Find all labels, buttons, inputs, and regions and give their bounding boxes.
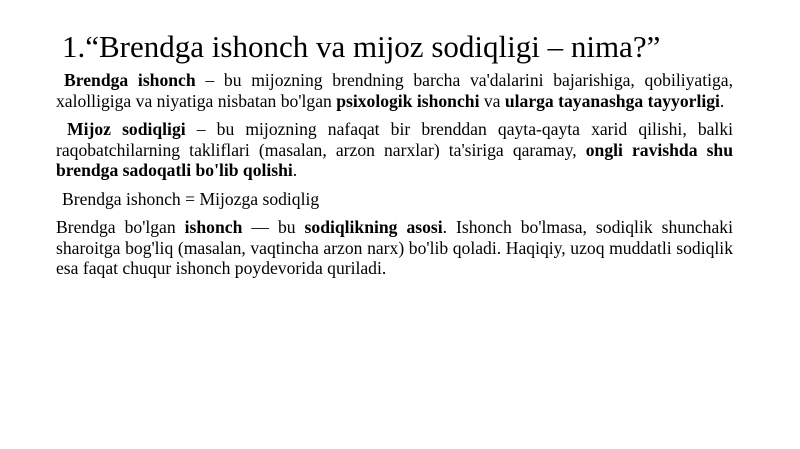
slide-title: 1.“Brendga ishonch va mijoz sodiqligi – nima?” bbox=[62, 29, 661, 64]
paragraph-text: Brendga bo'lgan bbox=[56, 217, 185, 237]
paragraph-equation: Brendga ishonch = Mijozga sodiqlig bbox=[62, 188, 320, 209]
term-brand-trust: Brendga ishonch bbox=[64, 70, 196, 90]
term-customer-loyalty: Mijoz sodiqligi bbox=[67, 119, 186, 139]
slide-body bbox=[56, 70, 733, 279]
paragraph-customer-loyalty bbox=[56, 119, 733, 181]
emphasis-readiness: ularga tayanashga tayyorligi bbox=[504, 90, 720, 111]
paragraph-brand-trust bbox=[56, 70, 733, 111]
paragraph-text: . bbox=[292, 160, 298, 180]
paragraph-text: – bu mijozning nafaqat bir brenddan qayta-qayta xarid qilishi, balki raqobatchilarning takliflari (masalan, arzon narxlar) ta'siriga qaramay, bbox=[56, 119, 734, 160]
paragraph-text: . bbox=[719, 90, 725, 111]
paragraph-text: . Ishonch bo'lmasa, sodiqlik shunchaki sharoitga bog'liq (masalan, vaqtincha arzon narx) bo'lib qoladi. Haqiqiy, uzoq muddatli sodiqlik esa faqat chuqur ishonch poydevorida quriladi. bbox=[56, 217, 733, 278]
paragraph-text: — bu bbox=[242, 217, 305, 237]
paragraph-text: – bu mijozning brendning barcha va'dalarini bajarishiga, qobiliyatiga, xalolligiga va niyatiga nisbatan bo'lgan bbox=[56, 70, 733, 111]
emphasis-conscious-loyalty: ongli ravishda shu brendga sadoqatli bo'lib qolishi bbox=[56, 139, 733, 180]
emphasis-trust: ishonch bbox=[184, 217, 243, 237]
emphasis-loyalty-basis: sodiqlikning asosi bbox=[304, 217, 443, 237]
paragraph-text: va bbox=[479, 90, 505, 111]
emphasis-psychological-trust: psixologik ishonchi bbox=[336, 90, 480, 111]
paragraph-conclusion bbox=[56, 217, 733, 279]
